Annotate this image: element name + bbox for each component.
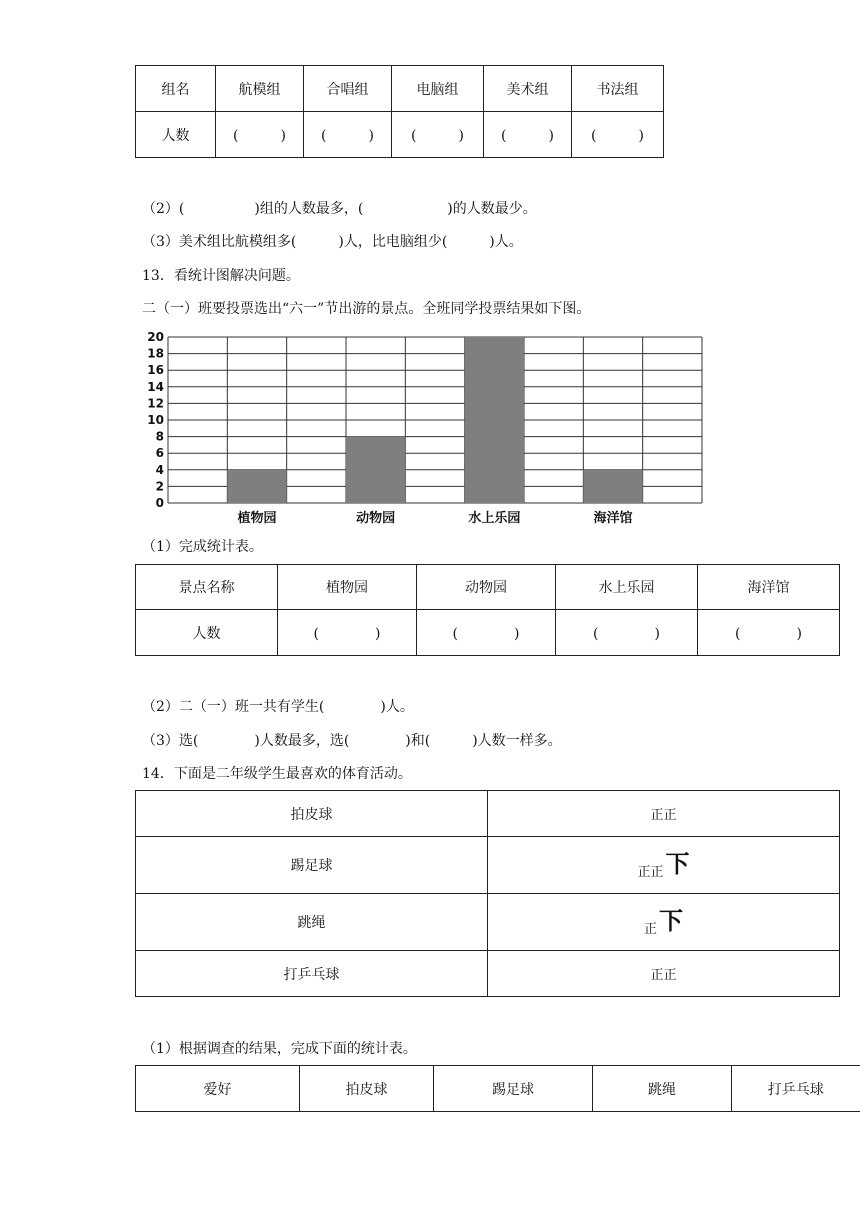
header-cell: 植物园 — [278, 565, 417, 610]
group-table — [135, 65, 664, 158]
x-category-label: 水上乐园 — [468, 511, 521, 526]
bar-动物园 — [346, 437, 405, 503]
answer-cell: ( ) — [698, 610, 840, 656]
q12-sub2: （2）( )组的人数最多，( )的人数最少。 — [142, 201, 537, 217]
tally-marks: 正 — [643, 921, 657, 937]
header-cell: 海洋馆 — [698, 565, 840, 610]
y-tick-label: 16 — [147, 363, 164, 378]
y-tick-label: 10 — [147, 413, 164, 427]
y-tick-label: 20 — [147, 330, 164, 344]
header-cell: 水上乐园 — [556, 565, 698, 610]
y-tick-label: 12 — [147, 396, 164, 411]
tally-cell — [488, 951, 840, 997]
bar-chart — [140, 330, 715, 530]
q13-sub3: （3）选( )人数最多，选( )和( )人数一样多。 — [142, 733, 562, 749]
header-cell: 拍皮球 — [300, 1066, 434, 1112]
answer-cell: ( ) — [304, 112, 392, 158]
x-category-label: 海洋馆 — [593, 511, 633, 526]
y-tick-label: 18 — [147, 346, 164, 361]
activity-cell: 拍皮球 — [136, 791, 488, 837]
tally-cell — [488, 894, 840, 951]
activity-cell: 踢足球 — [136, 837, 488, 894]
y-tick-label: 2 — [155, 479, 164, 494]
q13-sub2: （2）二（一）班一共有学生( )人。 — [142, 699, 414, 715]
bar-水上乐园 — [465, 337, 524, 503]
tally-marks: 正正 — [650, 808, 677, 823]
header-cell: 爱好 — [136, 1066, 300, 1112]
activity-cell: 跳绳 — [136, 894, 488, 951]
y-tick-label: 14 — [147, 379, 164, 394]
q12-sub3: （3）美术组比航模组多( )人，比电脑组少( )人。 — [142, 234, 523, 250]
bar-植物园 — [227, 470, 286, 503]
y-tick-label: 0 — [155, 496, 164, 510]
tally-partial-mark: 下 — [665, 849, 690, 878]
q14-title: 14．下面是二年级学生最喜欢的体育活动。 — [142, 766, 412, 782]
header-cell: 跳绳 — [593, 1066, 732, 1112]
answer-cell: ( ) — [278, 610, 417, 656]
header-cell: 踢足球 — [434, 1066, 593, 1112]
x-category-label: 植物园 — [237, 511, 277, 526]
tally-partial-mark: 下 — [659, 906, 683, 935]
bar-海洋馆 — [583, 470, 642, 503]
header-cell: 景点名称 — [136, 565, 278, 610]
hobby-table — [135, 1065, 860, 1112]
tally-marks: 正正 — [650, 968, 677, 983]
answer-cell: ( ) — [216, 112, 304, 158]
answer-cell: ( ) — [484, 112, 572, 158]
y-tick-label: 8 — [155, 429, 164, 444]
header-cell: 打乒乓球 — [732, 1066, 860, 1112]
row-label: 人数 — [136, 112, 216, 158]
header-cell: 美术组 — [484, 66, 572, 112]
header-cell: 合唱组 — [304, 66, 392, 112]
tally-cell — [488, 791, 840, 837]
answer-cell: ( ) — [572, 112, 664, 158]
q13-sub1: （1）完成统计表。 — [142, 539, 263, 555]
header-cell: 书法组 — [572, 66, 664, 112]
header-cell: 航模组 — [216, 66, 304, 112]
tally-marks: 正正 — [637, 864, 664, 880]
spot-table — [135, 564, 840, 656]
answer-cell: ( ) — [392, 112, 484, 158]
answer-cell: ( ) — [556, 610, 698, 656]
q14-sub1: （1）根据调查的结果，完成下面的统计表。 — [142, 1041, 417, 1057]
q13-intro: 二（一）班要投票选出“六一”节出游的景点。全班同学投票结果如下图。 — [142, 301, 591, 317]
y-tick-label: 4 — [155, 462, 164, 477]
header-cell: 电脑组 — [392, 66, 484, 112]
header-cell: 动物园 — [417, 565, 556, 610]
row-label: 人数 — [136, 610, 278, 656]
tally-table — [135, 790, 840, 997]
x-category-label: 动物园 — [356, 511, 396, 526]
answer-cell: ( ) — [417, 610, 556, 656]
activity-cell: 打乒乓球 — [136, 951, 488, 997]
header-cell: 组名 — [136, 66, 216, 112]
q13-title: 13．看统计图解决问题。 — [142, 268, 300, 284]
y-tick-label: 6 — [155, 446, 164, 461]
tally-cell — [488, 837, 840, 894]
